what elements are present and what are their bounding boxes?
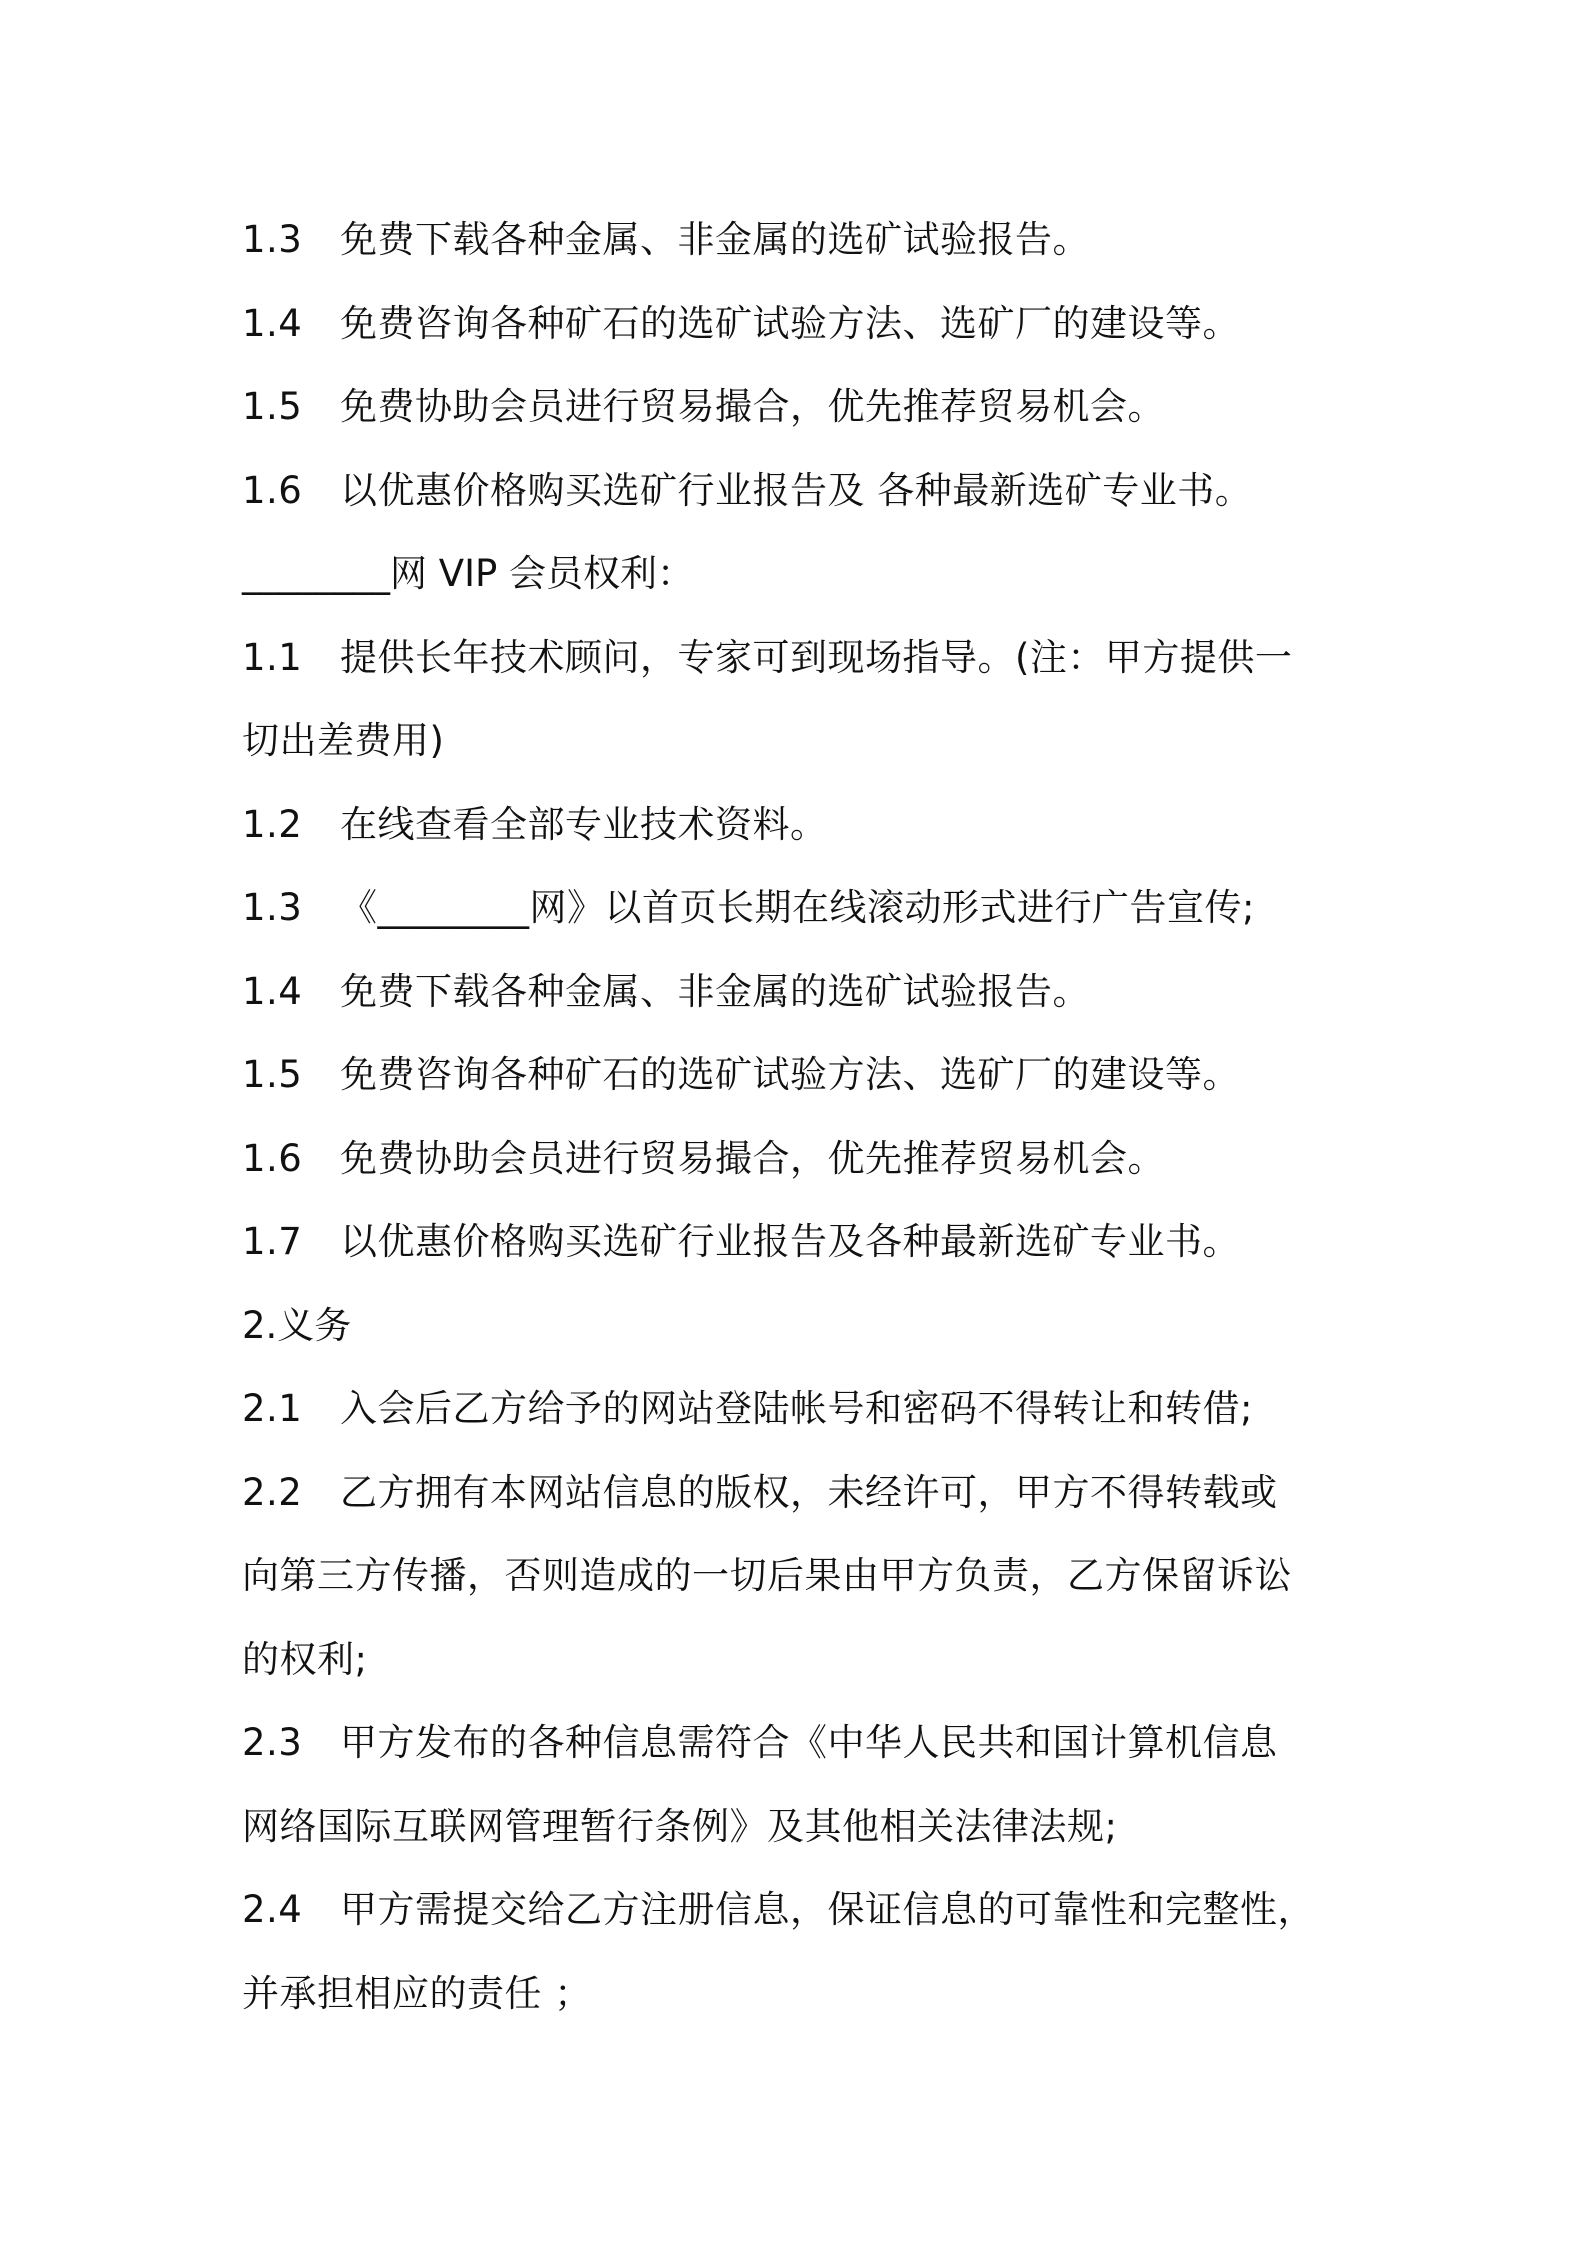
clause-number: 2.1 (242, 1387, 303, 1430)
clause-line (242, 1701, 1372, 1785)
clause-line (242, 783, 1372, 867)
clause-text: 免费下载各种金属、非金属的选矿试验报告。 (340, 969, 1090, 1013)
clause-text: 并承担相应的责任 ； (242, 1971, 592, 2015)
clause-line (242, 1117, 1372, 1201)
clause-line (242, 1868, 1372, 1952)
clause-continuation (242, 699, 1372, 783)
clause-text: 免费协助会员进行贸易撮合，优先推荐贸易机会。 (340, 385, 1165, 428)
clause-continuation (242, 1534, 1372, 1618)
clause-line (242, 198, 1372, 282)
clause-continuation (242, 1785, 1372, 1869)
clause-number: 1.5 (242, 1053, 303, 1096)
clause-line (242, 866, 1372, 950)
clause-line (242, 282, 1372, 366)
clause-number: 1.6 (242, 468, 303, 512)
clause-text: 切出差费用) (242, 719, 445, 762)
clause-number: 1.4 (242, 969, 303, 1013)
clause-text: 向第三方传播，否则造成的一切后果由甲方负责，乙方保留诉讼 (242, 1554, 1292, 1597)
clause-text: 甲方需提交给乙方注册信息，保证信息的可靠性和完整性， (340, 1888, 1315, 1931)
clause-text: 免费咨询各种矿石的选矿试验方法、选矿厂的建设等。 (340, 301, 1240, 345)
heading-text: 2.义务 (242, 1303, 352, 1347)
clause-text: 的权利; (242, 1637, 368, 1681)
clause-text: 入会后乙方给予的网站登陆帐号和密码不得转让和转借; (340, 1387, 1253, 1430)
heading-text: ________网 VIP 会员权利： (242, 552, 695, 595)
clause-text: 免费咨询各种矿石的选矿试验方法、选矿厂的建设等。 (340, 1053, 1240, 1096)
clause-number: 1.1 (242, 635, 303, 679)
section-heading-vip-rights (242, 532, 1372, 616)
section-heading-obligations (242, 1284, 1372, 1368)
clause-text: 免费协助会员进行贸易撮合，优先推荐贸易机会。 (340, 1136, 1165, 1180)
clause-line (242, 950, 1372, 1034)
clause-number: 2.4 (242, 1888, 303, 1931)
clause-line (242, 616, 1372, 700)
clause-number: 1.6 (242, 1136, 303, 1180)
clause-text: 以优惠价格购买选矿行业报告及各种最新选矿专业书。 (340, 1220, 1240, 1263)
clause-number: 2.3 (242, 1721, 303, 1764)
clause-number: 1.4 (242, 301, 303, 345)
clause-line (242, 365, 1372, 449)
clause-number: 1.5 (242, 385, 303, 428)
clause-text: 在线查看全部专业技术资料。 (340, 802, 828, 846)
clause-line (242, 1200, 1372, 1284)
clause-text: 《________网》以首页长期在线滚动形式进行广告宣传; (340, 886, 1255, 929)
clause-number: 1.3 (242, 218, 303, 261)
clause-text: 甲方发布的各种信息需符合《中华人民共和国计算机信息 (340, 1721, 1278, 1764)
clause-text: 免费下载各种金属、非金属的选矿试验报告。 (340, 218, 1090, 261)
clause-continuation (242, 1618, 1372, 1702)
document-body (242, 198, 1372, 2035)
clause-line (242, 1367, 1372, 1451)
clause-number: 2.2 (242, 1470, 303, 1514)
clause-number: 1.2 (242, 802, 303, 846)
clause-line (242, 449, 1372, 533)
clause-line (242, 1451, 1372, 1535)
clause-text: 乙方拥有本网站信息的版权，未经许可，甲方不得转载或 (340, 1470, 1278, 1514)
clause-text: 提供长年技术顾问，专家可到现场指导。(注：甲方提供一 (340, 635, 1293, 679)
clause-continuation (242, 1952, 1372, 2036)
clause-number: 1.7 (242, 1220, 303, 1263)
clause-text: 以优惠价格购买选矿行业报告及 各种最新选矿专业书。 (340, 468, 1253, 512)
clause-line (242, 1033, 1372, 1117)
clause-text: 网络国际互联网管理暂行条例》及其他相关法律法规; (242, 1804, 1118, 1848)
clause-number: 1.3 (242, 886, 303, 929)
